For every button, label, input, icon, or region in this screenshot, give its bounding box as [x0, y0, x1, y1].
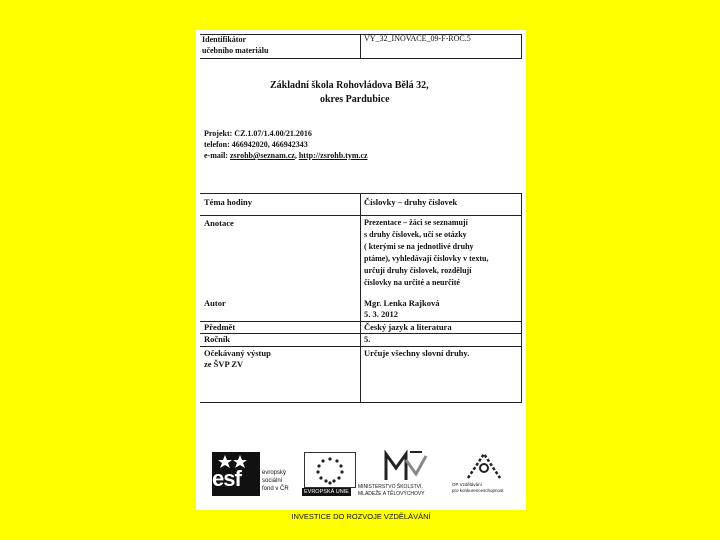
web-link[interactable]: http://zsrohb.tym.cz — [298, 151, 368, 160]
table-bottom-rule — [200, 402, 522, 403]
header-top-rule — [200, 34, 522, 35]
author-date: 5. 3. 2012 — [364, 309, 398, 319]
outcome-label-line2: ze ŠVP ZV — [204, 359, 244, 369]
table-rule-author — [200, 321, 522, 322]
phone-line: telefon: 466942020, 466942343 — [204, 140, 308, 149]
topic-value: Číslovky – druhy číslovek — [364, 197, 458, 207]
school-name: Základní škola Rohovládova Bělá 32, — [270, 80, 429, 91]
contact-line — [204, 151, 368, 160]
table-rule-topic — [200, 215, 522, 216]
logo-strip — [196, 448, 526, 521]
annotation-line: ptáme), vyhledávají číslovky v textu, — [364, 254, 489, 263]
project-line: Projekt: CZ.1.07/1.4.00/21.2016 — [204, 129, 312, 138]
author-name: Mgr. Lenka Rajková — [364, 298, 440, 308]
contact-separator: , — [294, 151, 299, 160]
annotation-line: s druhy číslovek, učí se otázky — [364, 230, 467, 239]
outcome-label-line1: Očekávaný výstup — [204, 348, 271, 358]
op-vk-logo-icon — [464, 450, 504, 480]
grade-value: 5. — [364, 334, 371, 344]
esf-wordmark: esf — [212, 466, 241, 491]
esf-text-line2: sociální — [262, 478, 283, 484]
email-link[interactable]: zsrohb@seznam.cz — [230, 151, 295, 160]
msmt-text-line2: MLÁDEŽE A TĚLOVÝCHOVY — [358, 491, 425, 497]
table-rule-subject — [200, 333, 522, 334]
eu-flag — [304, 452, 356, 488]
email-prefix: e-mail: — [204, 151, 230, 160]
msmt-text-line1: MINISTERSTVO ŠKOLSTVÍ, — [358, 484, 423, 490]
grade-label: Ročník — [204, 334, 230, 344]
investment-slogan: INVESTICE DO ROZVOJE VZDĚLÁVÁNÍ — [291, 512, 431, 521]
annotation-line: číslovky na určité a neurčité — [364, 278, 460, 287]
identifier-label-line2: učebního materiálu — [202, 46, 269, 55]
table-top-rule — [200, 193, 522, 194]
identifier-label-line1: Identifikátor — [202, 35, 246, 44]
annotation-line: Prezentace – žáci se seznamují — [364, 218, 468, 227]
eu-stars-icon — [305, 453, 355, 487]
identifier-value: VY_32_INOVACE_09-F-ROČ.5 — [364, 34, 471, 43]
op-text-line1: OP Vzdělávání — [452, 482, 482, 487]
op-text-line2: pro konkurenceschopnost — [452, 488, 504, 493]
eu-label: EVROPSKÁ UNIE — [304, 489, 349, 495]
esf-text-line3: fond v ČR — [262, 486, 289, 492]
esf-stars-icon — [218, 454, 248, 468]
author-label: Autor — [204, 298, 226, 308]
annotation-line: určují druhy číslovek, rozdělují — [364, 266, 472, 275]
table-column-divider — [360, 193, 361, 403]
header-right-rule — [521, 34, 522, 59]
document-page — [196, 30, 526, 521]
table-right-rule — [521, 193, 522, 403]
table-rule-grade — [200, 346, 522, 347]
annotation-line: ( kterými se na jednotlivé druhy — [364, 242, 474, 251]
esf-text-line1: evropský — [262, 470, 287, 476]
header-bottom-rule — [200, 58, 522, 59]
school-district: okres Pardubice — [320, 94, 390, 105]
header-divider — [360, 34, 361, 59]
outcome-value: Určuje všechny slovní druhy. — [364, 348, 470, 358]
topic-label: Téma hodiny — [204, 197, 252, 207]
annotation-label: Anotace — [204, 218, 234, 228]
subject-label: Předmět — [204, 322, 236, 332]
subject-value: Český jazyk a literatura — [364, 322, 452, 332]
msmt-logo-icon — [382, 450, 428, 482]
